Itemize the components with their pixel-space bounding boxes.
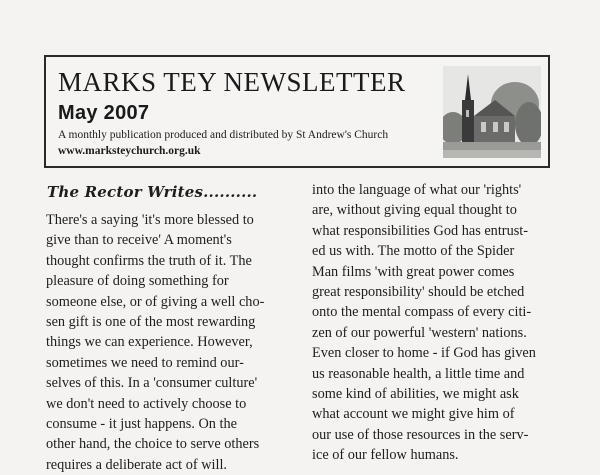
text-line: requires a deliberate act of will. (46, 456, 228, 473)
text-line: give than to receive' A moment's (46, 232, 232, 249)
church-illustration (443, 66, 541, 158)
text-line: consume - it just happens. On the (46, 416, 237, 433)
text-line: we don't need to actively choose to (46, 395, 247, 412)
article-heading: The Rector Writes.......... (47, 183, 258, 201)
text-line: selves of this. In a 'consumer culture' (46, 375, 258, 392)
text-line: ed us with. The motto of the Spider (312, 243, 515, 260)
text-line: sen gift is one of the most rewarding (46, 314, 256, 331)
text-line: Man films 'with great power comes (312, 263, 515, 280)
text-line: pleasure of doing something for (46, 273, 229, 290)
text-line: things we can experience. However, (46, 334, 253, 351)
text-line: what account we might give him of (312, 406, 515, 423)
text-line: onto the mental compass of every citi- (312, 304, 532, 321)
text-line: some kind of abilities, we might ask (312, 386, 519, 403)
text-line: someone else, or of giving a well cho- (46, 293, 265, 310)
issue-date: May 2007 (58, 102, 150, 124)
article-column-left (46, 210, 300, 475)
text-line: what responsibilities God has entrust- (312, 222, 529, 239)
text-line: our use of those resources in the serv- (312, 426, 529, 443)
text-line: Even closer to home - if God has given (312, 345, 536, 362)
text-line: zen of our powerful 'western' nations. (312, 324, 527, 341)
text-line: ice of our fellow humans. (312, 447, 459, 464)
article-column-right (312, 180, 570, 466)
tagline: A monthly publication produced and distributed by St Andrew's Church (58, 129, 389, 141)
masthead (44, 55, 550, 168)
text-line: sometimes we need to remind our- (46, 354, 244, 371)
newsletter-title: MARKS TEY NEWSLETTER (58, 67, 406, 97)
text-line: great responsibility' should be etched (312, 284, 525, 301)
text-line: thought confirms the truth of it. The (46, 252, 252, 269)
text-line: are, without giving equal thought to (312, 202, 517, 219)
text-line: into the language of what our 'rights' (312, 182, 522, 198)
text-line: us reasonable health, a little time and (312, 365, 525, 382)
website-url: www.marksteychurch.org.uk (58, 145, 201, 157)
text-line: other hand, the choice to serve others (46, 436, 260, 453)
text-line: There's a saying 'it's more blessed to (46, 212, 254, 228)
